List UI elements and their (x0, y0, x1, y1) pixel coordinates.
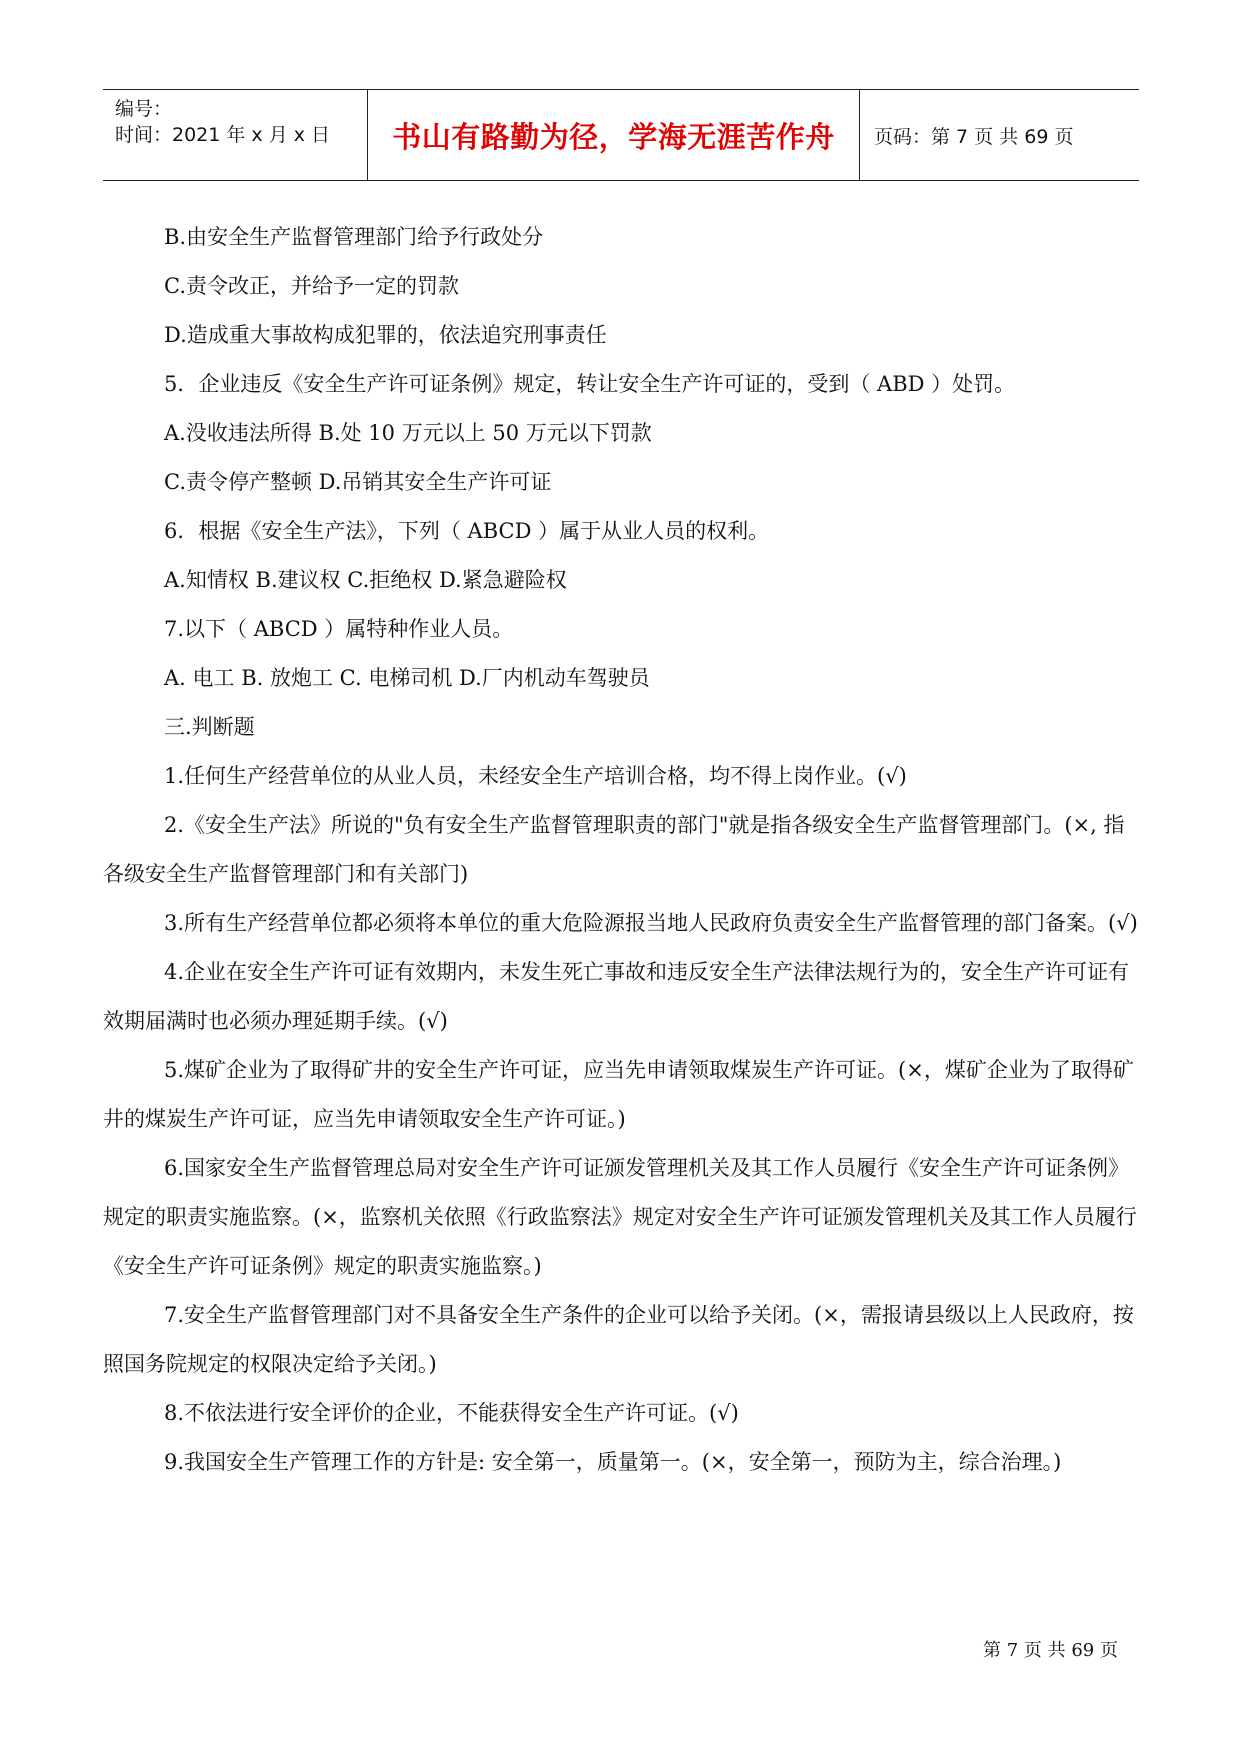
judgement-8: 8.不依法进行安全评价的企业，不能获得安全生产许可证。(√) (164, 1401, 739, 1425)
judgement-6: 6.国家安全生产监督管理总局对安全生产许可证颁发管理机关及其工作人员履行《安全生产许可证条例》规定的职责实施监察。(×，监察机关依照《行政监察法》规定对安全生产许可证颁发管理机关及其工作人员履行《安全生产许可证条例》规定的职责实施监察。) (103, 1156, 1137, 1278)
header-motto (368, 90, 860, 180)
option-b-line: B.由安全生产监督管理部门给予行政处分 (164, 225, 544, 249)
judgement-4: 4.企业在安全生产许可证有效期内，未发生死亡事故和违反安全生产法律法规行为的，安全生产许可证有效期届满时也必须办理延期手续。(√) (103, 960, 1130, 1033)
header-meta (103, 90, 368, 180)
page-footer (983, 1636, 1118, 1662)
judgement-3: 3.所有生产经营单位都必须将本单位的重大危险源报当地人民政府负责安全生产监督管理的部门备案。(√) (164, 911, 1138, 935)
document-body (103, 213, 1139, 1487)
judgement-5: 5.煤矿企业为了取得矿井的安全生产许可证，应当先申请领取煤炭生产许可证。(×，煤矿企业为了取得矿井的煤炭生产许可证，应当先申请领取安全生产许可证。) (103, 1058, 1134, 1131)
page-code-text: 页码：第 7 页 共 69 页 (874, 125, 1074, 148)
option-c-line: C.责令改正，并给予一定的罚款 (164, 274, 459, 298)
page-header (103, 89, 1139, 181)
judgement-7: 7.安全生产监督管理部门对不具备安全生产条件的企业可以给予关闭。(×，需报请县级以上人民政府，按照国务院规定的权限决定给予关闭。) (103, 1303, 1134, 1376)
motto-text: 书山有路勤为径，学海无涯苦作舟 (392, 119, 835, 154)
question-6: 6．根据《安全生产法》，下列（ ABCD ）属于从业人员的权利。 (164, 519, 770, 543)
section-heading-judgement: 三.判断题 (164, 715, 255, 739)
question-6-options: A.知情权 B.建议权 C.拒绝权 D.紧急避险权 (164, 568, 567, 592)
header-page-code (860, 90, 1139, 180)
question-7-options: A. 电工 B. 放炮工 C. 电梯司机 D.厂内机动车驾驶员 (164, 666, 650, 690)
judgement-2: 2.《安全生产法》所说的"负有安全生产监督管理职责的部门"就是指各级安全生产监督管理部门。(×, 指各级安全生产监督管理部门和有关部门) (103, 813, 1125, 886)
question-5: 5．企业违反《安全生产许可证条例》规定，转让安全生产许可证的，受到（ ABD ）处罚。 (164, 372, 1016, 396)
document-number-label: 编号： (115, 98, 173, 120)
footer-page-number: 第 7 页 共 69 页 (983, 1640, 1118, 1661)
question-5-options-ab: A.没收违法所得 B.处 10 万元以上 50 万元以下罚款 (164, 421, 652, 445)
option-d-line: D.造成重大事故构成犯罪的，依法追究刑事责任 (164, 323, 607, 347)
question-7: 7.以下（ ABCD ）属特种作业人员。 (164, 617, 514, 641)
question-5-options-cd: C.责令停产整顿 D.吊销其安全生产许可证 (164, 470, 552, 494)
document-time-label: 时间：2021 年 x 月 x 日 (115, 124, 331, 146)
judgement-9: 9.我国安全生产管理工作的方针是: 安全第一，质量第一。(×，安全第一，预防为主，综合治理。) (164, 1450, 1062, 1474)
judgement-1: 1.任何生产经营单位的从业人员，未经安全生产培训合格，均不得上岗作业。(√) (164, 764, 907, 788)
